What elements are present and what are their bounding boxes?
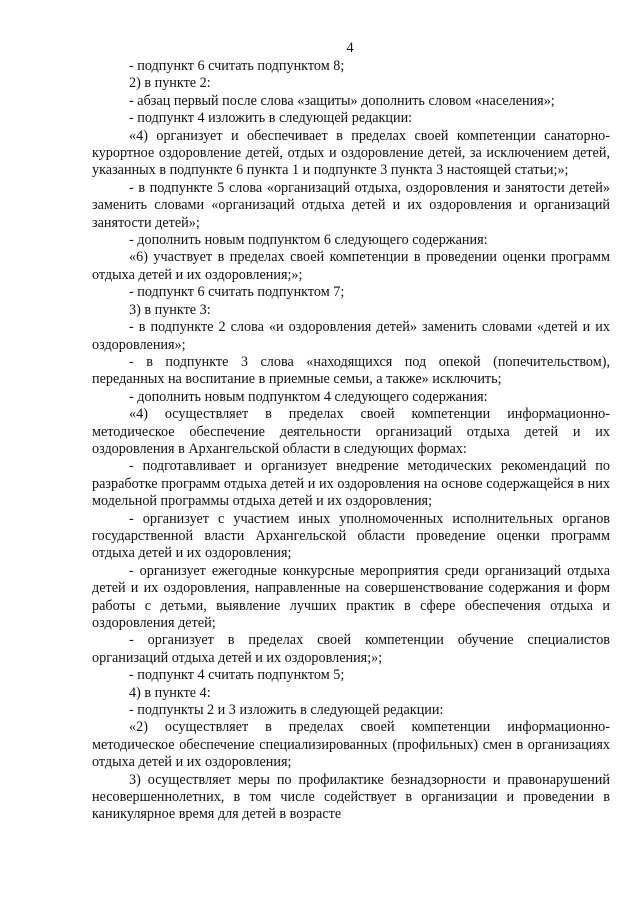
paragraph: - организует с участием иных уполномоченных исполнительных органов государственной власти Архангельской области проведение оценки программ отдыха детей и их оздоровления; <box>92 510 610 562</box>
paragraph: 3) осуществляет меры по профилактике безнадзорности и правонарушений несовершеннолетних, в том числе содействует в организации и проведении в каникулярное время для детей в возрасте <box>92 771 610 823</box>
page-number: 4 <box>346 40 354 56</box>
paragraph: - подпункты 2 и 3 изложить в следующей редакции: <box>129 702 444 719</box>
paragraph: - в подпункте 5 слова «организаций отдыха, оздоровления и занятости детей» заменить словами «организаций отдыха детей и их оздоровления и организаций занятости детей»; <box>92 179 610 231</box>
paragraph: - в подпункте 2 слова «и оздоровления детей» заменить словами «детей и их оздоровления»; <box>92 319 610 353</box>
paragraph: «6) участвует в пределах своей компетенции в проведении оценки программ отдыха детей и их оздоровления;»; <box>92 249 610 283</box>
paragraph: 3) в пункте 3: <box>129 301 211 318</box>
paragraph: 2) в пункте 2: <box>129 75 211 92</box>
paragraph: - подпункт 4 изложить в следующей редакции: <box>129 110 413 127</box>
paragraph: - дополнить новым подпунктом 6 следующего содержания: <box>129 232 488 249</box>
paragraph: - подпункт 6 считать подпунктом 8; <box>129 58 345 74</box>
paragraph: - дополнить новым подпунктом 4 следующего содержания: <box>129 388 488 405</box>
paragraph: «2) осуществляет в пределах своей компетенции информационно-методическое обеспечение специализированных (профильных) смен в организациях отдыха детей и их оздоровления; <box>92 719 610 771</box>
paragraph: - подпункт 6 считать подпунктом 7; <box>129 284 345 301</box>
paragraph: - в подпункте 3 слова «находящихся под опекой (попечительством), переданных на воспитание в приемные семьи, а также» исключить; <box>92 353 610 388</box>
paragraph: - организует в пределах своей компетенции обучение специалистов организаций отдыха детей и их оздоровления;»; <box>92 632 610 666</box>
paragraph: - организует ежегодные конкурсные мероприятия среди организаций отдыха детей и их оздоровления, направленные на совершенствование содержания и форм работы с детьми, выявление лучших практик в сфере обеспечения отдыха и оздоровления детей; <box>92 562 610 631</box>
paragraph: - подготавливает и организует внедрение методических рекомендаций по разработке программ отдыха детей и их оздоровления на основе содержащейся в них модельной программы отдыха детей и их оздоровления; <box>92 458 610 510</box>
document-body <box>92 58 610 824</box>
paragraph: 4) в пункте 4: <box>129 684 211 701</box>
paragraph: «4) организует и обеспечивает в пределах своей компетенции санаторно-курортное оздоровление детей, отдых и оздоровление детей, за исключением детей, указанных в подпункте 6 пункта 1 и подпункте 3 пункта 3 настоящей статьи;»; <box>92 127 610 179</box>
paragraph: «4) осуществляет в пределах своей компетенции информационно-методическое обеспечение деятельности организаций отдыха детей и их оздоровления в Архангельской области в следующих формах: <box>92 406 610 457</box>
paragraph: - абзац первый после слова «защиты» дополнить словом «населения»; <box>129 92 555 109</box>
paragraph: - подпункт 4 считать подпунктом 5; <box>129 667 345 684</box>
